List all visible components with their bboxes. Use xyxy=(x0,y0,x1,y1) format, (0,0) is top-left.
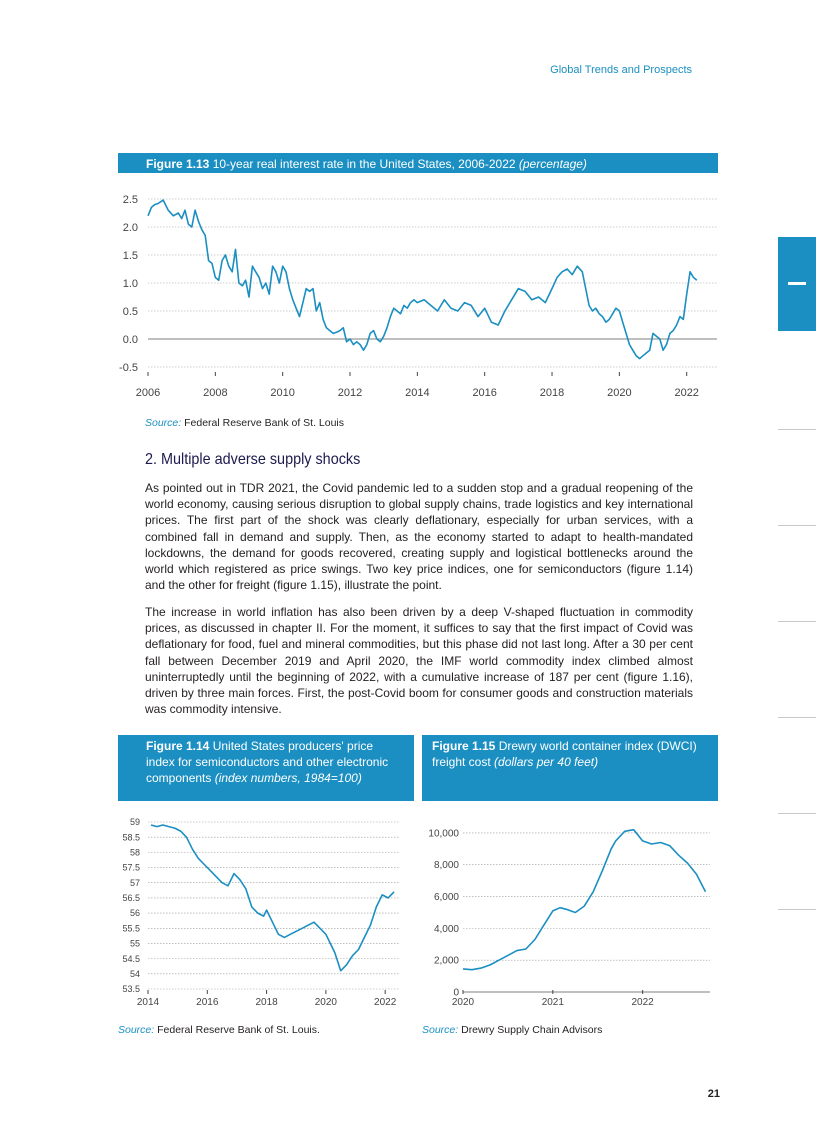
figure-1-13-caption xyxy=(118,153,718,173)
running-head: Global Trends and Prospects xyxy=(550,64,692,76)
y-tick-label: 55.5 xyxy=(122,923,140,934)
x-tick-label: 2006 xyxy=(135,387,161,399)
figure-1-13-chart xyxy=(100,182,725,410)
figure-unit: (dollars per 40 feet) xyxy=(494,755,599,769)
y-tick-label: 0.5 xyxy=(122,305,138,318)
y-tick-label: 56 xyxy=(129,908,140,919)
y-tick-label: -0.5 xyxy=(119,361,138,374)
y-tick-label: 6,000 xyxy=(433,892,459,904)
x-tick-label: 2012 xyxy=(337,387,363,399)
x-tick-label: 2010 xyxy=(270,387,295,399)
y-tick-label: 54 xyxy=(129,968,140,979)
figure-title: United States producers' price index for semiconductors and other electronic components xyxy=(146,739,389,785)
series-line xyxy=(148,200,697,359)
source-label: Source: xyxy=(118,1024,155,1036)
y-tick-label: 4,000 xyxy=(433,923,459,935)
y-tick-label: 55 xyxy=(129,938,140,949)
y-tick-label: 58.5 xyxy=(122,832,140,843)
side-divider xyxy=(778,429,816,430)
y-tick-label: 1.0 xyxy=(122,277,138,290)
figure-1-14-chart xyxy=(100,812,415,1012)
source-text: Federal Reserve Bank of St. Louis. xyxy=(154,1024,320,1036)
figure-1-15-chart xyxy=(415,812,720,1012)
figure-unit: (index numbers, 1984=100) xyxy=(214,771,362,785)
figure-1-13-source xyxy=(145,417,344,429)
source-label: Source: xyxy=(422,1024,459,1036)
x-tick-label: 2022 xyxy=(674,387,699,399)
x-tick-label: 2014 xyxy=(136,997,160,1008)
side-divider xyxy=(778,525,816,526)
source-text: Federal Reserve Bank of St. Louis xyxy=(181,417,345,429)
y-tick-label: 2.0 xyxy=(122,221,138,234)
y-tick-label: 53.5 xyxy=(122,984,140,995)
figure-1-15-caption xyxy=(422,735,718,801)
y-tick-label: 59 xyxy=(129,817,140,828)
figure-unit: (percentage) xyxy=(518,157,587,171)
figure-1-14-source xyxy=(118,1024,320,1036)
y-tick-label: 0 xyxy=(453,987,459,999)
y-tick-label: 57.5 xyxy=(122,862,140,873)
figure-number: Figure 1.14 xyxy=(146,739,210,753)
y-tick-label: 57 xyxy=(129,877,140,888)
figure-number: Figure 1.13 xyxy=(146,157,210,171)
side-divider xyxy=(778,717,816,718)
x-tick-label: 2016 xyxy=(472,387,497,399)
figure-1-14-caption xyxy=(118,735,414,801)
x-tick-label: 2018 xyxy=(255,997,278,1008)
section-heading: 2. Multiple adverse supply shocks xyxy=(145,451,361,468)
y-tick-label: 2.5 xyxy=(122,193,138,206)
x-tick-label: 2020 xyxy=(314,997,338,1008)
x-tick-label: 2014 xyxy=(405,387,430,399)
side-divider xyxy=(778,813,816,814)
y-tick-label: 8,000 xyxy=(433,860,459,872)
y-tick-label: 0.0 xyxy=(122,333,138,346)
chapter-tab-marker-icon xyxy=(788,282,806,285)
y-tick-label: 1.5 xyxy=(122,249,138,262)
series-line xyxy=(463,830,706,970)
x-tick-label: 2022 xyxy=(374,997,397,1008)
figure-title: 10-year real interest rate in the United States, 2006-2022 xyxy=(209,157,519,171)
x-tick-label: 2016 xyxy=(196,997,219,1008)
source-text: Drewry Supply Chain Advisors xyxy=(458,1024,603,1036)
figure-number: Figure 1.15 xyxy=(432,739,496,753)
page-number: 21 xyxy=(707,1088,720,1100)
figure-title: Drewry world container index (DWCI) freight cost xyxy=(432,739,697,769)
x-tick-label: 2020 xyxy=(451,997,475,1008)
x-tick-label: 2018 xyxy=(539,387,565,399)
side-divider xyxy=(778,909,816,910)
figure-1-15-source xyxy=(422,1024,602,1036)
x-tick-label: 2020 xyxy=(607,387,632,399)
side-divider xyxy=(778,621,816,622)
y-tick-label: 58 xyxy=(129,847,140,858)
body-paragraph: As pointed out in TDR 2021, the Covid pandemic led to a sudden stop and a gradual reopening of the world economy, causing serious disruption to global supply chains, trade logistics and key international prices. The first part of the shock was clearly deflationary, especially for urban services, with a combined fall in demand and supply. Then, as the economy started to adapt to health-mandated lockdowns, the demand for goods recovered, creating supply and logistical bottlenecks around the world which registered as price swings. Two key price indices, one for semiconductors (figure 1.14) and the other for freight (figure 1.15), illustrate the point. xyxy=(145,481,693,593)
x-tick-label: 2021 xyxy=(541,997,564,1008)
y-tick-label: 56.5 xyxy=(122,893,140,904)
y-tick-label: 2,000 xyxy=(433,955,459,967)
x-tick-label: 2008 xyxy=(203,387,228,399)
source-label: Source: xyxy=(145,417,182,429)
body-paragraph: The increase in world inflation has also been driven by a deep V-shaped fluctuation in commodity prices, as discussed in chapter II. For the moment, it suffices to say that the first impact of Covid was deflationary for food, fuel and mineral commodities, but this phase did not last long. After a 30 per cent fall between December 2019 and April 2020, the IMF world commodity index climbed almost uninterruptedly until the beginning of 2022, with a cumulative increase of 187 per cent (figure 1.16), driven by three main forces. First, the post-Covid boom for consumer goods and construction materials was commodity intensive. xyxy=(145,605,693,717)
chapter-tab[interactable] xyxy=(778,237,816,331)
y-tick-label: 10,000 xyxy=(428,828,459,840)
x-tick-label: 2022 xyxy=(631,997,654,1008)
y-tick-label: 54.5 xyxy=(122,953,140,964)
